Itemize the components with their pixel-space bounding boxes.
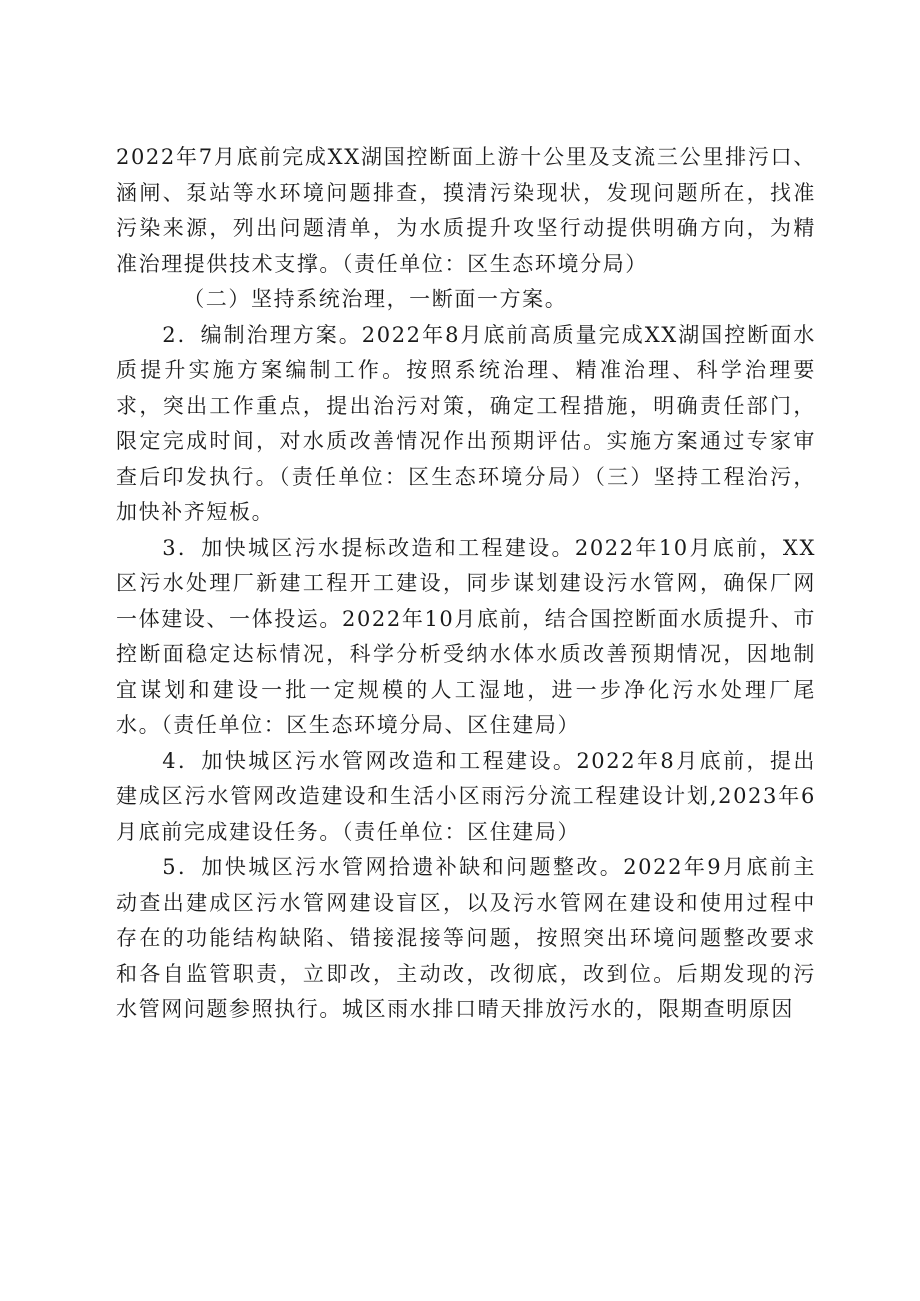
paragraph-item-3-sewage-plant: 3．加快城区污水提标改造和工程建设。2022年10月底前，XX区污水处理厂新建工程开工建设，同步谋划建设污水管网，确保厂网一体建设、一体投运。2022年10月底前，结合国控断面水质提升、市控断面稳定达标情况，科学分析受纳水体水质改善预期情况，因地制宜谋划和建设一批一定规模的人工湿地，进一步净化污水处理厂尾水。（责任单位：区生态环境分局、区住建局） — [116, 535, 816, 737]
paragraph-item-2-treatment-plan: 2．编制治理方案。2022年8月底前高质量完成XX湖国控断面水质提升实施方案编制工作。按照系统治理、精准治理、科学治理要求，突出工作重点，提出治污对策，确定工程措施，明确责任部门，限定完成时间，对水质改善情况作出预期评估。实施方案通过专家审查后印发执行。（责任单位：区生态环境分局）（三）坚持工程治污，加快补齐短板。 — [116, 322, 816, 524]
section-heading-system-governance: （二）坚持系统治理，一断面一方案。 — [183, 287, 568, 311]
document-page — [116, 140, 816, 1028]
paragraph-investigation-continued: 2022年7月底前完成XX湖国控断面上游十公里及支流三公里排污口、涵闸、泵站等水环境问题排查，摸清污染现状，发现问题所在，找准污染来源，列出问题清单，为水质提升攻坚行动提供明确方向，为精准治理提供技术支撑。（责任单位：区生态环境分局） — [116, 145, 816, 276]
paragraph-item-4-sewer-network: 4．加快城区污水管网改造和工程建设。2022年8月底前，提出建成区污水管网改造建设和生活小区雨污分流工程建设计划,2023年6月底前完成建设任务。（责任单位：区住建局） — [116, 748, 816, 844]
paragraph-item-5-network-gaps: 5．加快城区污水管网拾遗补缺和问题整改。2022年9月底前主动查出建成区污水管网建设盲区，以及污水管网在建设和使用过程中存在的功能结构缺陷、错接混接等问题，按照突出环境问题整改要求和各自监管职责，立即改，主动改，改彻底，改到位。后期发现的污水管网问题参照执行。城区雨水排口晴天排放污水的，限期查明原因 — [116, 855, 816, 1021]
